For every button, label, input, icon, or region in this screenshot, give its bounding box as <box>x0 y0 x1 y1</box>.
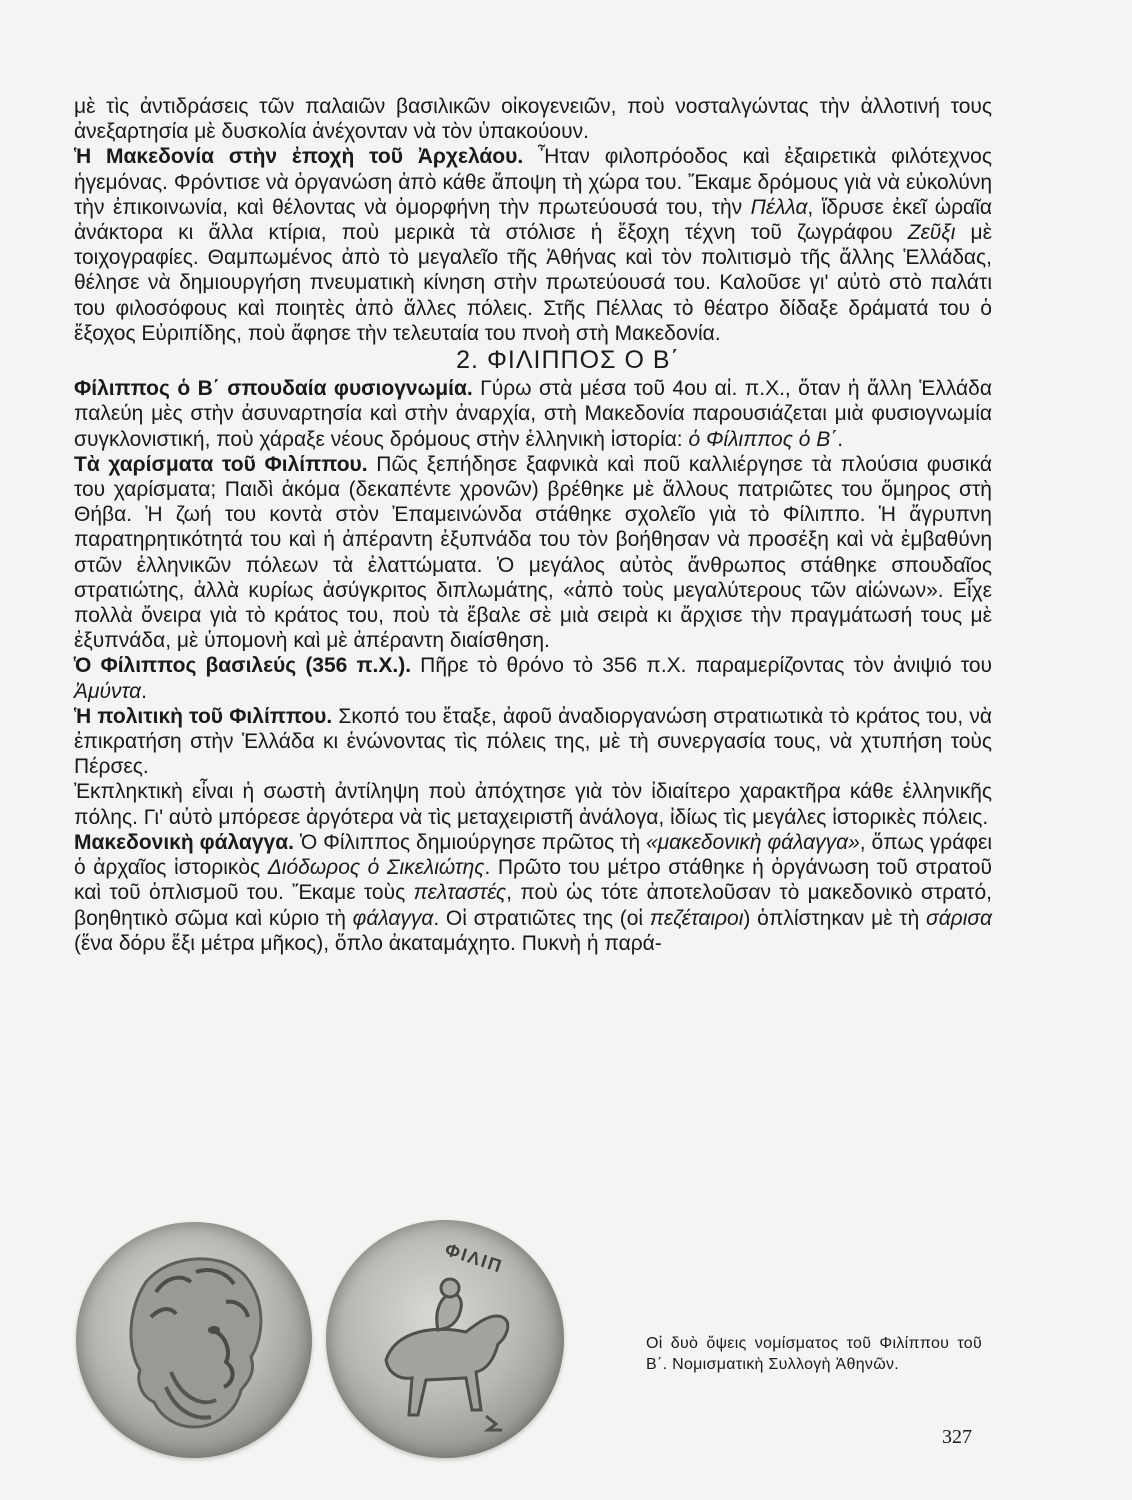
pella-term: Πέλλα <box>750 195 808 219</box>
paragraph-personality: Φίλιππος ὁ Β΄ σπουδαία φυσιογνωμία. Γύρω στὰ μέσα τοῦ 4ου αἰ. π.Χ., ὅταν ἡ ἄλλη Ἑλλάδα παλεύη μὲς στὴν ἀσυναρτησία καὶ στὴν ἀναρχία, στὴ Μακεδονία παρουσιάζεται μιὰ φυσιογνωμία συγκλονιστική, ποὺ χάραξε νέους δρόμους στὴν ἑλληνικὴ ἱστορία: ὁ Φίλιππος ὁ Β΄. <box>74 377 992 451</box>
subheading-personality: Φίλιππος ὁ Β΄ σπουδαία φυσιογνωμία. <box>74 377 473 401</box>
coin-legend: ΦΙΛΙΠ <box>442 1239 506 1277</box>
subheading-policy: Ἡ πολιτικὴ τοῦ Φιλίππου. <box>74 704 333 728</box>
paragraph-policy-2: Ἐκπληκτικὴ εἶναι ἡ σωστὴ ἀντίληψη ποὺ ἀπόχτησε γιὰ τὸν ἰδιαίτερο χαρακτῆρα κάθε ἑλληνικῆς πόλης. Γι' αὐτὸ μπόρεσε ἀργότερα νὰ τὶς μεταχειριστῆ ἀνάλογα, ἰδίως τὶς μεγάλες ἱστορικὲς πόλεις. <box>74 780 992 829</box>
amyntas-term: Ἀμύντα <box>74 679 142 703</box>
intro-line-2: τὴν ἀλλοτινή τους ἀνεξαρτησία μὲ δυσκολία ἀνέχονταν νὰ τὸν ὑπακούουν. <box>74 95 992 144</box>
paragraph-policy: Ἡ πολιτικὴ τοῦ Φιλίππου. Σκοπό του ἔταξε, ἀφοῦ ἀναδιοργανώση στρατιωτικὰ τὸ κράτος του, νὰ ἐπικρατήση στὴν Ἑλλάδα κι ἑνώνοντας τὶς πόλεις της, μὲ τὴ συνεργασία τους, νὰ χτυπήση τοὺς Πέρσες. <box>74 704 992 779</box>
chapter-heading: 2. ΦΙΛΙΠΠΟΣ Ο Β΄ <box>456 346 680 375</box>
philip-name: ὁ Φίλιππος ὁ Β΄ <box>688 427 838 451</box>
main-text <box>74 94 992 956</box>
paragraph-archelaos: Ἡ Μακεδονία στὴν ἐποχὴ τοῦ Ἀρχελάου. Ἦταν φιλοπρόοδος καὶ ἐξαιρετικὰ φιλότεχνος ἡγεμόνας. Φρόντισε νὰ ὀργανώση ἀπὸ κάθε ἄποψη τὴ χώρα του. Ἔκαμε δρόμους γιὰ νὰ εὐκολύνη τὴν ἐπικοινωνία, καὶ θέλοντας νὰ ὀμορφήνη τὴν πρωτεύουσά του, τὴν Πέλλα, ἵδρυσε ἐκεῖ ὡραῖα ἀνάκτορα κι ἄλλα κτίρια, ποὺ μερικὰ τὰ στόλισε ἡ ἔξοχη τέχνη τοῦ ζωγράφου Ζεῦξι μὲ τοιχογραφίες. Θαμπωμένος ἀπὸ τὸ μεγαλεῖο τῆς Ἀθήνας καὶ τὸν πολιτισμὸ τῆς ἄλλης Ἑλλάδας, θέλησε νὰ δημιουργήση πνευματικὴ κίνηση στὴν πρωτεύουσά του. Καλοῦσε γι' αὐτὸ στὸ παλάτι του φιλοσόφους καὶ ποιητὲς ἀπὸ ἄλλες πόλεις. Στῆς Πέλλας τὸ θέατρο δίδαξε δράματά του ὁ ἔξοχος Εὐριπίδης, ποὺ ἄφησε τὴν τελευταία του πνοὴ στὴ Μακεδονία. <box>74 145 993 345</box>
paragraph-phalanx: Μακεδονικὴ φάλαγγα. Ὁ Φίλιππος δημιούργησε πρῶτος τὴ «μακεδονικὴ φάλαγγα», ὅπως γράφει ὁ ἀρχαῖος ἱστορικὸς Διόδωρος ὁ Σικελιώτης. Πρῶτο του μέτρο στάθηκε ἡ ὀργάνωση τοῦ στρατοῦ καὶ τοῦ ὁπλισμοῦ του. Ἔκαμε τοὺς πελταστές, ποὺ ὡς τότε ἀποτελοῦσαν τὸ μακεδονικὸ στρατό, βοηθητικὸ σῶμα καὶ κύριο τὴ φάλαγγα. Οἱ στρατιῶτες της (οἱ πεζέταιροι) ὁπλίστηκαν μὲ τὴ σάρισα (ἕνα δόρυ ἕξι μέτρα μῆκος), ὅπλο ἀκαταμάχητο. Πυκνὴ ἡ παρά- <box>74 830 993 955</box>
paragraph-talents: Τὰ χαρίσματα τοῦ Φιλίππου. Πῶς ξεπήδησε ξαφνικὰ καὶ ποῦ καλλιέργησε τὰ πλούσια φυσικά του χαρίσματα; Παιδὶ ἀκόμα (δεκαπέντε χρονῶν) βρέθηκε μὲ ἄλλους πατριῶτες του ὅμηρος στὴ Θήβα. Ἡ ζωή του κοντὰ στὸν Ἐπαμεινώνδα στάθηκε σχολεῖο γιὰ τὸ Φίλιππο. Ἡ ἄγρυπνη παρατηρητικότητά του καὶ ἡ ἀπέραντη ἐξυπνάδα του τὸν βοήθησαν νὰ προσέξη καὶ νὰ ἐμβαθύνη στῶν ἑλληνικῶν πόλεων τὰ ἐλαττώματα. Ὁ μεγάλος αὐτὸς ἄνθρωπος στάθηκε σπουδαῖος στρατιώτης, ἀλλὰ κυρίως ἀσύγκριτος διπλωμάτης, «ἀπὸ τοὺς μεγαλύτερους τῶν αἰώνων». Εἶχε πολλὰ ὄνειρα γιὰ τὸ κράτος του, ποὺ τὰ ἔβαλε σὲ μιὰ σειρὰ κι ἄρχισε τὴν πραγμάτωσή τους μὲ ἐξυπνάδα, μὲ ὑπομονὴ καὶ μὲ ἀπέραντη διαίσθηση. <box>74 452 992 653</box>
subheading-talents: Τὰ χαρίσματα τοῦ Φιλίππου. <box>74 452 368 476</box>
zeuxis-term: Ζεῦξι <box>907 221 956 245</box>
subheading-archelaos: Ἡ Μακεδονία στὴν ἐποχὴ τοῦ Ἀρχελάου. <box>74 145 524 169</box>
coin-reverse <box>326 1220 564 1458</box>
paragraph-intro <box>74 94 992 144</box>
zeus-head-icon <box>76 1222 312 1458</box>
subheading-phalanx: Μακεδονικὴ φάλαγγα. <box>74 830 294 854</box>
subheading-king: Ὁ Φίλιππος βασιλεύς (356 π.Χ.). <box>74 654 412 678</box>
figure-caption: Οἱ δυὸ ὄψεις νομίσματος τοῦ Φιλίππου τοῦ Β΄. Νομισματικὴ Συλλογὴ Ἀθηνῶν. <box>646 1335 982 1373</box>
coin-obverse <box>76 1222 312 1458</box>
page-number: 327 <box>942 1426 972 1448</box>
paragraph-king: Ὁ Φίλιππος βασιλεύς (356 π.Χ.). Πῆρε τὸ θρόνο τὸ 356 π.Χ. παραμερίζοντας τὸν ἀνιψιό του Ἀμύντα. <box>74 654 992 703</box>
intro-line-1: μὲ τὶς ἀντιδράσεις τῶν παλαιῶν βασιλικῶν οἰκογενειῶν, ποὺ νοσταλγώντας <box>74 95 809 118</box>
